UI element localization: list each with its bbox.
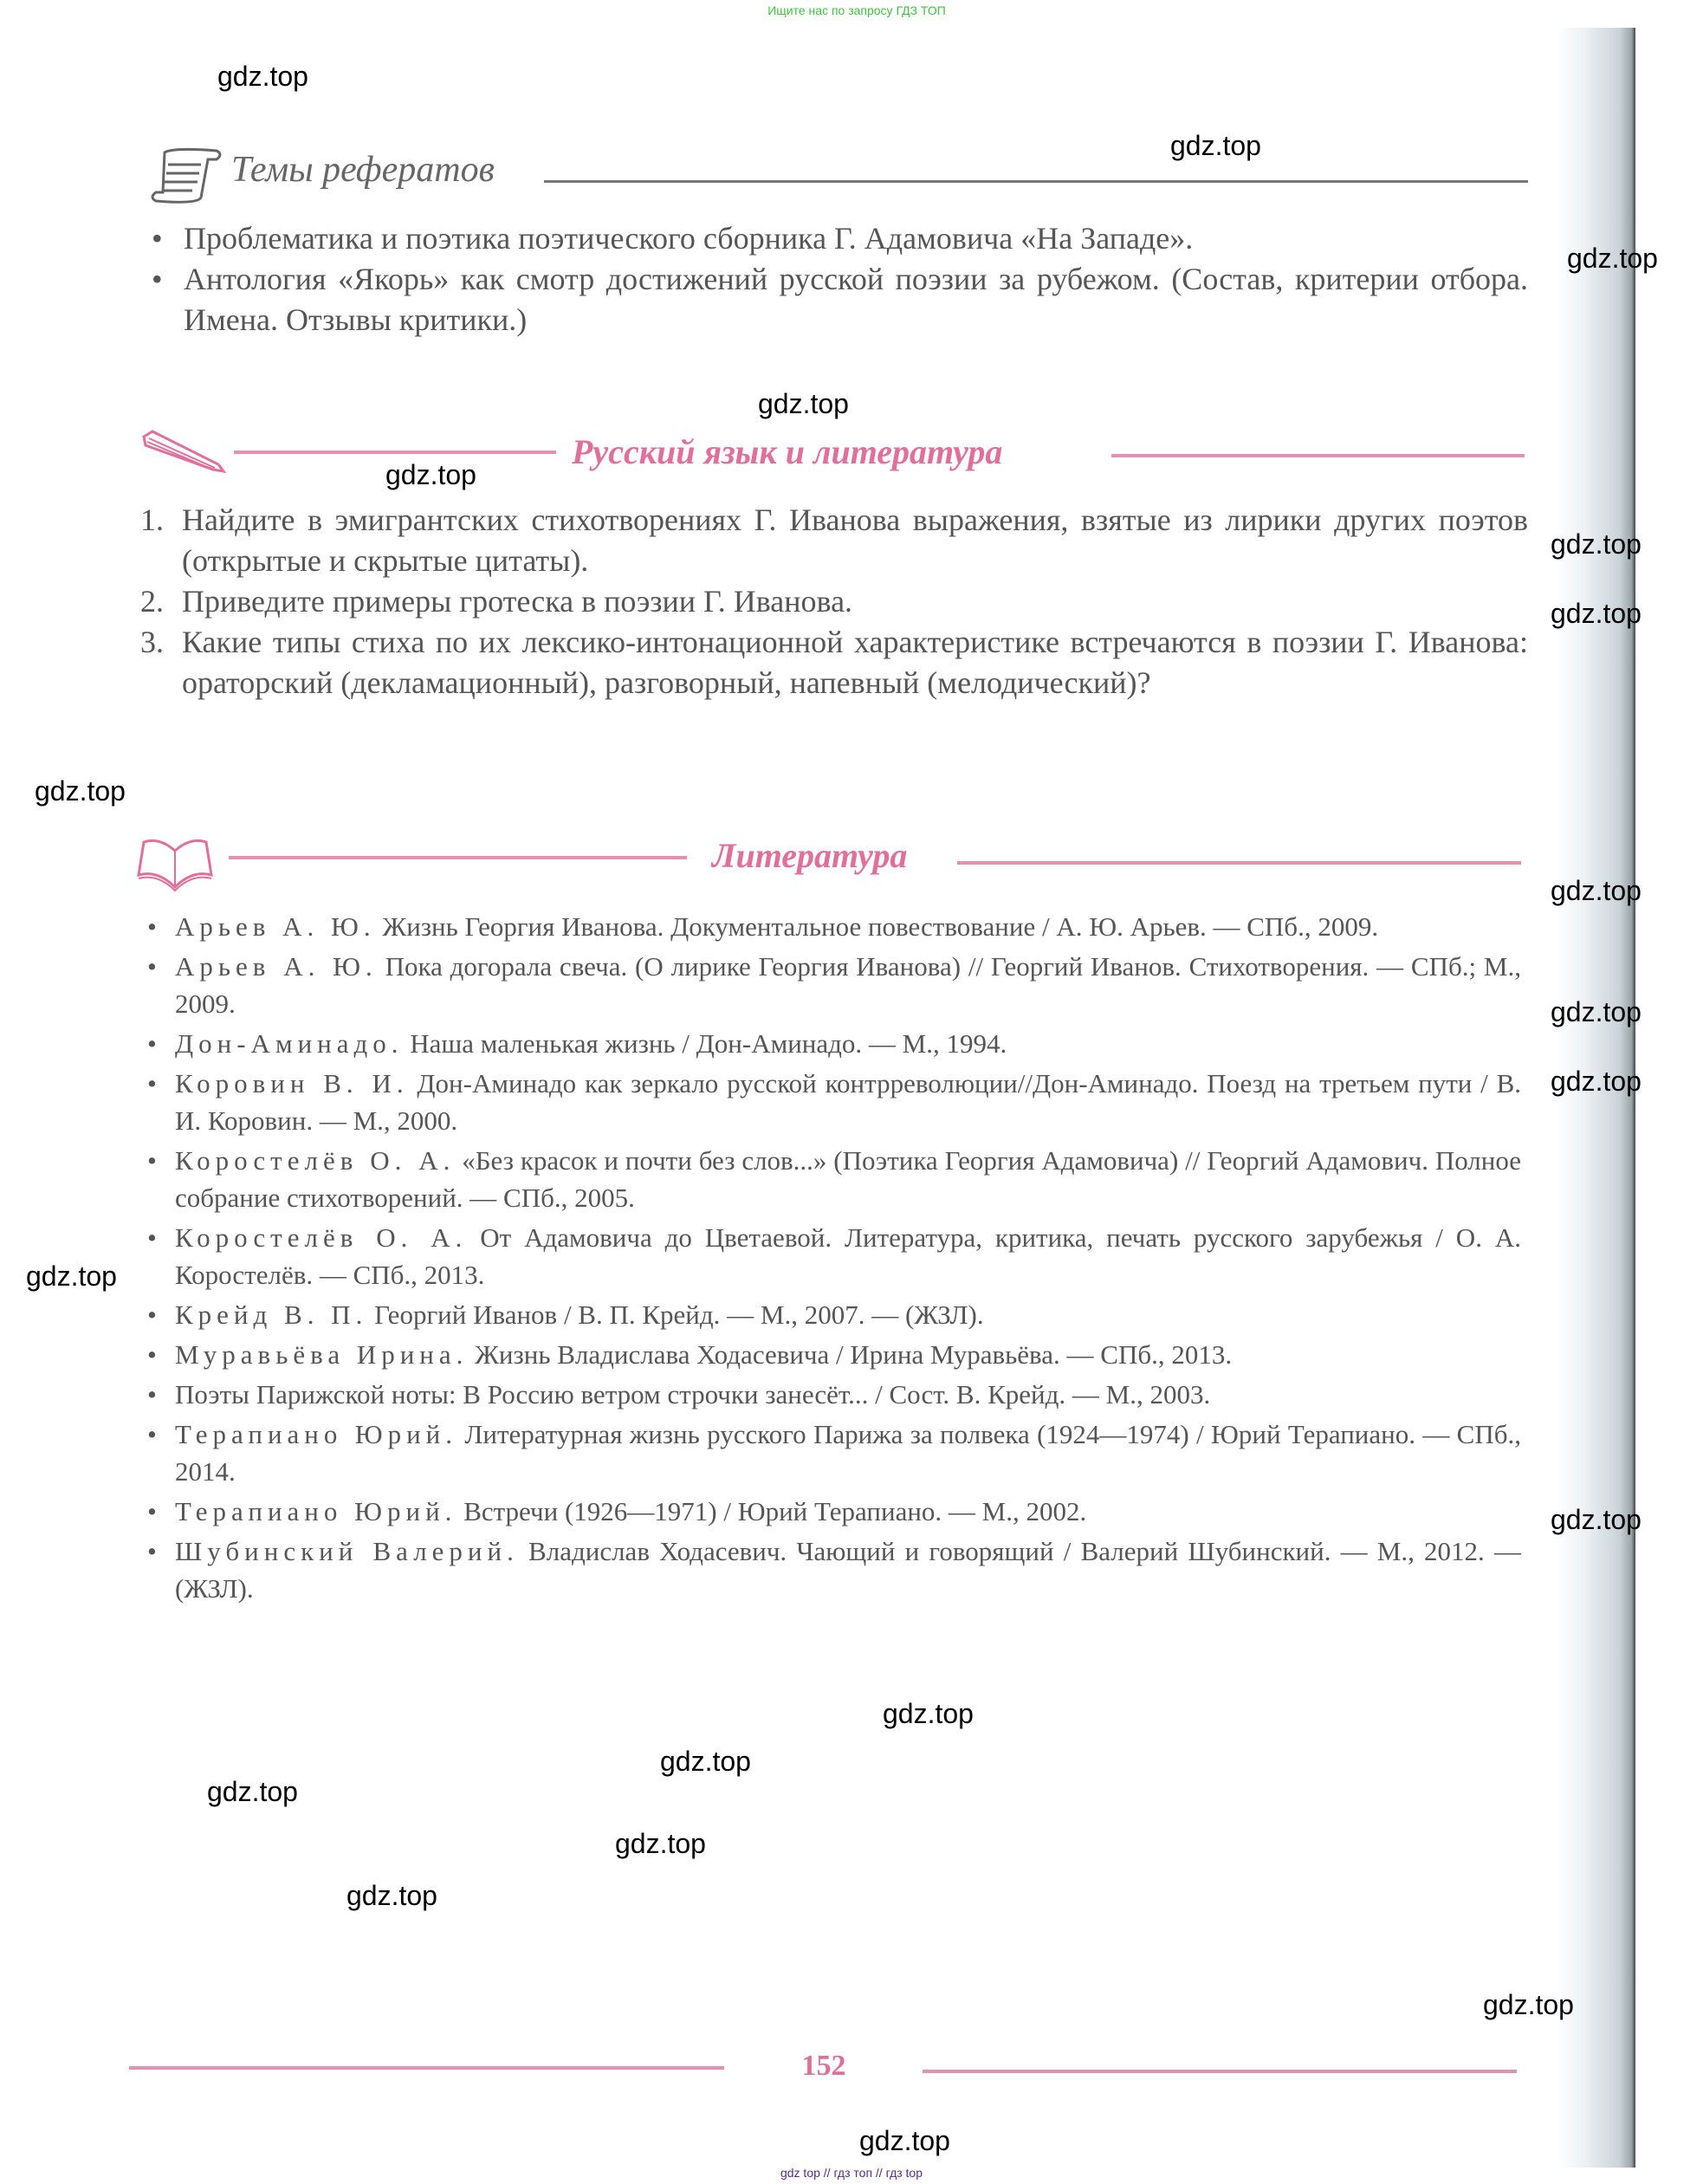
list-item: 3. Какие типы стиха по их лексико-интонационной характеристике встречаются в поэзии Г. Иванова: ораторский (декламационный), разговорный, напевный (мелодический)?: [140, 625, 1528, 700]
author-name: Коростелёв О. А.: [175, 1222, 468, 1253]
watermark: gdz.top: [385, 459, 476, 490]
author-name: Терапиано Юрий.: [175, 1419, 458, 1449]
bibliography-text: Жизнь Георгия Иванова. Документальное повествование / А. Ю. Арьев. — СПб., 2009.: [375, 911, 1379, 942]
tasks-list: [140, 500, 1528, 703]
watermark: gdz.top: [758, 388, 849, 419]
watermark: gdz.top: [859, 2125, 950, 2156]
author-name: Муравьёва Ирина.: [175, 1339, 469, 1370]
list-item: • Антология «Якорь» как смотр достижений русской поэзии за рубежом. (Состав, критерии отбора. Имена. Отзывы критики.): [152, 259, 1528, 340]
bibliography-text: От Адамовича до Цветаевой. Литература, критика, печать русского зарубежья / О. А. Коростелёв. — СПб., 2013.: [175, 1222, 1521, 1290]
divider: [544, 180, 1528, 183]
list-item: • Проблематика и поэтика поэтического сборника Г. Адамовича «На Западе».: [152, 218, 1528, 259]
watermark: gdz.top: [1551, 598, 1641, 629]
divider: [923, 2070, 1517, 2073]
author-name: Крейд В. П.: [175, 1299, 368, 1330]
section-title-language: Русский язык и литература: [572, 432, 1003, 471]
author-name: Коростелёв О. А.: [175, 1145, 456, 1176]
watermark: gdz.top: [883, 1698, 974, 1729]
bibliography-item: [147, 1533, 1521, 1607]
bibliography-list: [147, 908, 1521, 1610]
divider: [1111, 454, 1525, 457]
bibliography-text: Владислав Ходасевич. Чающий и говорящий / Валерий Шубинский. — М., 2012. — (ЖЗЛ).: [175, 1536, 1521, 1604]
bibliography-text: Литературная жизнь русского Парижа за полвека (1924—1974) / Юрий Терапиано. — СПб., 2014.: [175, 1419, 1521, 1487]
bibliography-text: Дон-Аминадо как зеркало русской контрреволюции//Дон-Аминадо. Поезд на третьем пути / В. И. Коровин. — М., 2000.: [175, 1068, 1521, 1136]
watermark: gdz.top: [1551, 1504, 1641, 1535]
top-search-note: Ищите нас по запросу ГДЗ ТОП: [767, 3, 946, 17]
bibliography-text: Пока догорала свеча. (О лирике Георгия Иванова) // Георгий Иванов. Стихотворения. — СПб.; М., 2009.: [175, 951, 1521, 1019]
divider: [129, 2066, 724, 2070]
author-name: Арьев А. Ю.: [175, 951, 378, 982]
watermark: gdz.top: [615, 1828, 706, 1859]
list-item: 1. Найдите в эмигрантских стихотворениях Г. Иванова выражения, взятые из лирики других поэтов (открытые и скрытые цитаты).: [140, 502, 1528, 578]
bibliography-text: Жизнь Владислава Ходасевича / Ирина Муравьёва. — СПб., 2013.: [468, 1339, 1233, 1370]
bibliography-item: [147, 1376, 1521, 1413]
bibliography-item: [147, 1416, 1521, 1490]
watermark: gdz.top: [1551, 528, 1641, 560]
watermark: gdz.top: [26, 1260, 117, 1292]
author-name: Дон-Аминадо.: [175, 1028, 404, 1059]
section-title-topics: Темы рефератов: [231, 150, 495, 190]
watermark: gdz.top: [1551, 996, 1641, 1027]
author-name: Терапиано Юрий.: [175, 1496, 457, 1526]
divider: [229, 856, 687, 859]
bibliography-text: Встречи (1926—1971) / Юрий Терапиано. — М., 2002.: [457, 1496, 1087, 1526]
bibliography-item: [147, 1025, 1521, 1062]
bibliography-item: [147, 1142, 1521, 1216]
divider: [957, 861, 1521, 865]
watermark: gdz.top: [1551, 875, 1641, 906]
open-book-icon: [133, 833, 217, 894]
bibliography-item: [147, 1065, 1521, 1139]
page-number: 152: [801, 2050, 846, 2082]
author-name: Арьев А. Ю.: [175, 911, 376, 942]
list-item: 2. Приведите примеры гротеска в поэзии Г. Иванова.: [140, 584, 853, 619]
watermark: gdz.top: [1483, 1989, 1574, 2020]
watermark: gdz.top: [1567, 243, 1658, 274]
author-name: Шубинский Валерий.: [175, 1536, 519, 1566]
bibliography-text: Поэты Парижской ноты: В Россию ветром строчки занесёт... / Сост. В. Крейд. — М., 2003.: [175, 1379, 1211, 1410]
page-gutter-shadow: [1556, 28, 1635, 2168]
pencil-icon: [140, 430, 227, 473]
bibliography-text: «Без красок и почти без слов...» (Поэтика Георгия Адамовича) // Георгий Адамович. Полное собрание стихотворений. — СПб., 2005.: [175, 1145, 1521, 1213]
bibliography-text: Георгий Иванов / В. П. Крейд. — М., 2007. — (ЖЗЛ).: [367, 1299, 984, 1330]
bottom-search-note: gdz top // гдз топ // гдз top: [780, 2166, 923, 2180]
divider: [234, 450, 556, 454]
watermark: gdz.top: [660, 1746, 751, 1777]
bibliography-item: [147, 1493, 1521, 1530]
scroll-icon: [147, 146, 225, 206]
watermark: gdz.top: [35, 775, 126, 807]
section-title-literature: Литература: [712, 836, 908, 875]
bibliography-item: [147, 948, 1521, 1022]
bibliography-item: [147, 1336, 1521, 1373]
watermark: gdz.top: [207, 1776, 298, 1807]
bibliography-item: [147, 908, 1521, 945]
bibliography-item: [147, 1296, 1521, 1333]
watermark: gdz.top: [1170, 130, 1261, 161]
bibliography-item: [147, 1219, 1521, 1293]
topics-list: [152, 218, 1528, 340]
watermark: gdz.top: [1551, 1066, 1641, 1097]
author-name: Коровин В. И.: [175, 1068, 409, 1098]
watermark: gdz.top: [346, 1880, 437, 1911]
bibliography-text: Наша маленькая жизнь / Дон-Аминадо. — М., 1994.: [403, 1028, 1007, 1059]
watermark: gdz.top: [217, 61, 308, 92]
